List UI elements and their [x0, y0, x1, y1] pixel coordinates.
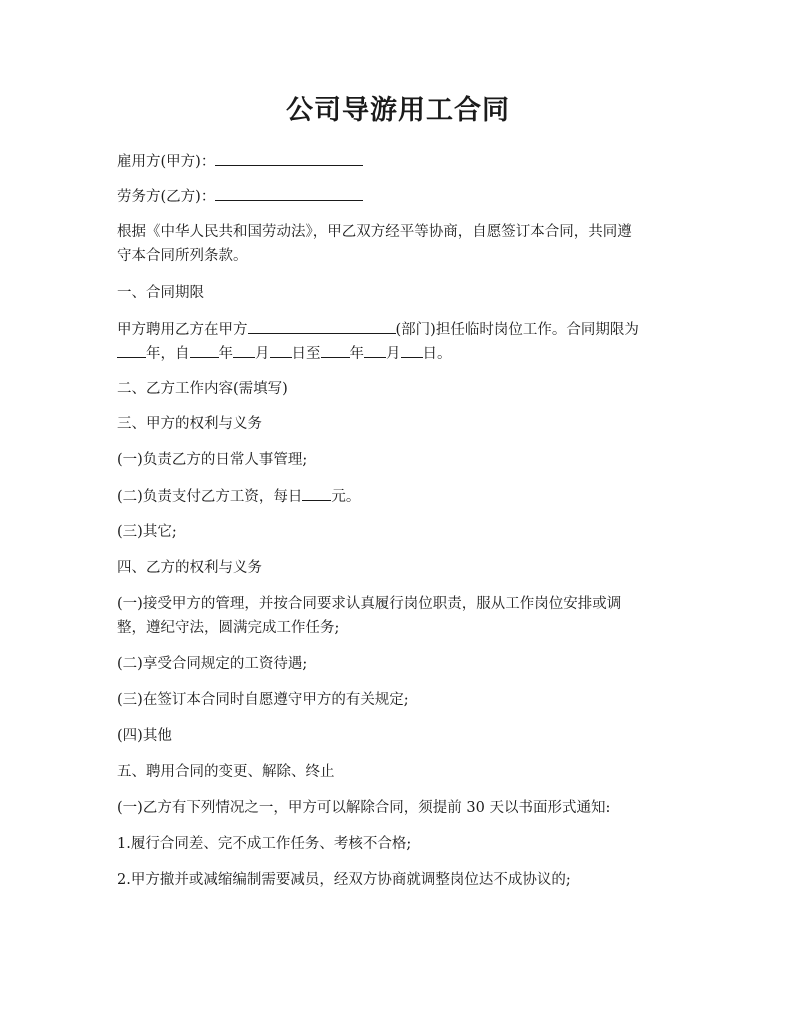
section-5-sub-1: 1.履行合同差、完不成工作任务、考核不合格; — [117, 836, 412, 852]
wage-text-post: 元。 — [331, 489, 361, 505]
party-a-field — [117, 150, 687, 173]
section-4-item-1-line-2: 整，遵纪守法，圆满完成工作任务; — [117, 620, 340, 636]
department-blank[interactable] — [248, 318, 396, 334]
term-unit-day-to: 日至 — [291, 346, 321, 362]
section-4-item-2: (二)享受合同规定的工资待遇; — [117, 656, 308, 672]
term-unit-month: 月 — [255, 346, 270, 362]
term-text-2: (部门)担任临时岗位工作。合同期限为 — [395, 322, 639, 338]
start-year-blank[interactable] — [190, 342, 219, 358]
end-month-blank[interactable] — [364, 342, 386, 358]
preamble-line-2: 守本合同所列条款。 — [117, 248, 248, 264]
party-b-label: 劳务方(乙方)： — [117, 189, 216, 205]
section-3-item-3: (三)其它; — [117, 524, 177, 540]
section-4-heading: 四、乙方的权利与义务 — [117, 560, 262, 576]
years-blank[interactable] — [117, 342, 146, 358]
daily-wage-blank[interactable] — [302, 485, 331, 501]
section-2-heading: 二、乙方工作内容(需填写) — [117, 381, 288, 397]
start-month-blank[interactable] — [233, 342, 255, 358]
section-5-item-1: (一)乙方有下列情况之一，甲方可以解除合同，须提前 30 天以书面形式通知: — [117, 800, 611, 816]
section-3-item-2 — [117, 485, 687, 508]
section-5-sub-2: 2.甲方撤并或减缩编制需要减员，经双方协商就调整岗位达不成协议的; — [117, 872, 571, 888]
term-line-1 — [117, 318, 687, 341]
party-b-field — [117, 185, 687, 208]
section-3-item-1: (一)负责乙方的日常人事管理; — [117, 452, 308, 468]
party-a-label: 雇用方(甲方)： — [117, 154, 216, 170]
term-unit-month-2: 月 — [386, 346, 401, 362]
party-b-blank[interactable] — [215, 185, 363, 201]
end-day-blank[interactable] — [401, 342, 423, 358]
wage-text-pre: (二)负责支付乙方工资，每日 — [117, 489, 303, 505]
party-a-blank[interactable] — [215, 150, 363, 166]
section-5-heading: 五、聘用合同的变更、解除、终止 — [117, 764, 335, 780]
section-1-heading: 一、合同期限 — [117, 285, 204, 301]
start-day-blank[interactable] — [270, 342, 292, 358]
section-4-item-4: (四)其他 — [117, 728, 172, 744]
term-text-1: 甲方聘用乙方在甲方 — [117, 322, 248, 338]
term-unit-year: 年，自 — [146, 346, 190, 362]
term-line-2 — [117, 342, 687, 365]
page-title: 公司导游用工合同 — [286, 95, 510, 126]
section-4-item-1-line-1: (一)接受甲方的管理，并按合同要求认真履行岗位职责，服从工作岗位安排或调 — [117, 596, 622, 612]
term-unit-year-3: 年 — [349, 346, 364, 362]
end-year-blank[interactable] — [321, 342, 350, 358]
preamble-line-1: 根据《中华人民共和国劳动法》，甲乙双方经平等协商，自愿签订本合同，共同遵 — [117, 224, 632, 240]
section-4-item-3: (三)在签订本合同时自愿遵守甲方的有关规定; — [117, 692, 409, 708]
term-unit-day-end: 日。 — [422, 346, 452, 362]
section-3-heading: 三、甲方的权利与义务 — [117, 416, 262, 432]
term-unit-year-2: 年 — [218, 346, 233, 362]
